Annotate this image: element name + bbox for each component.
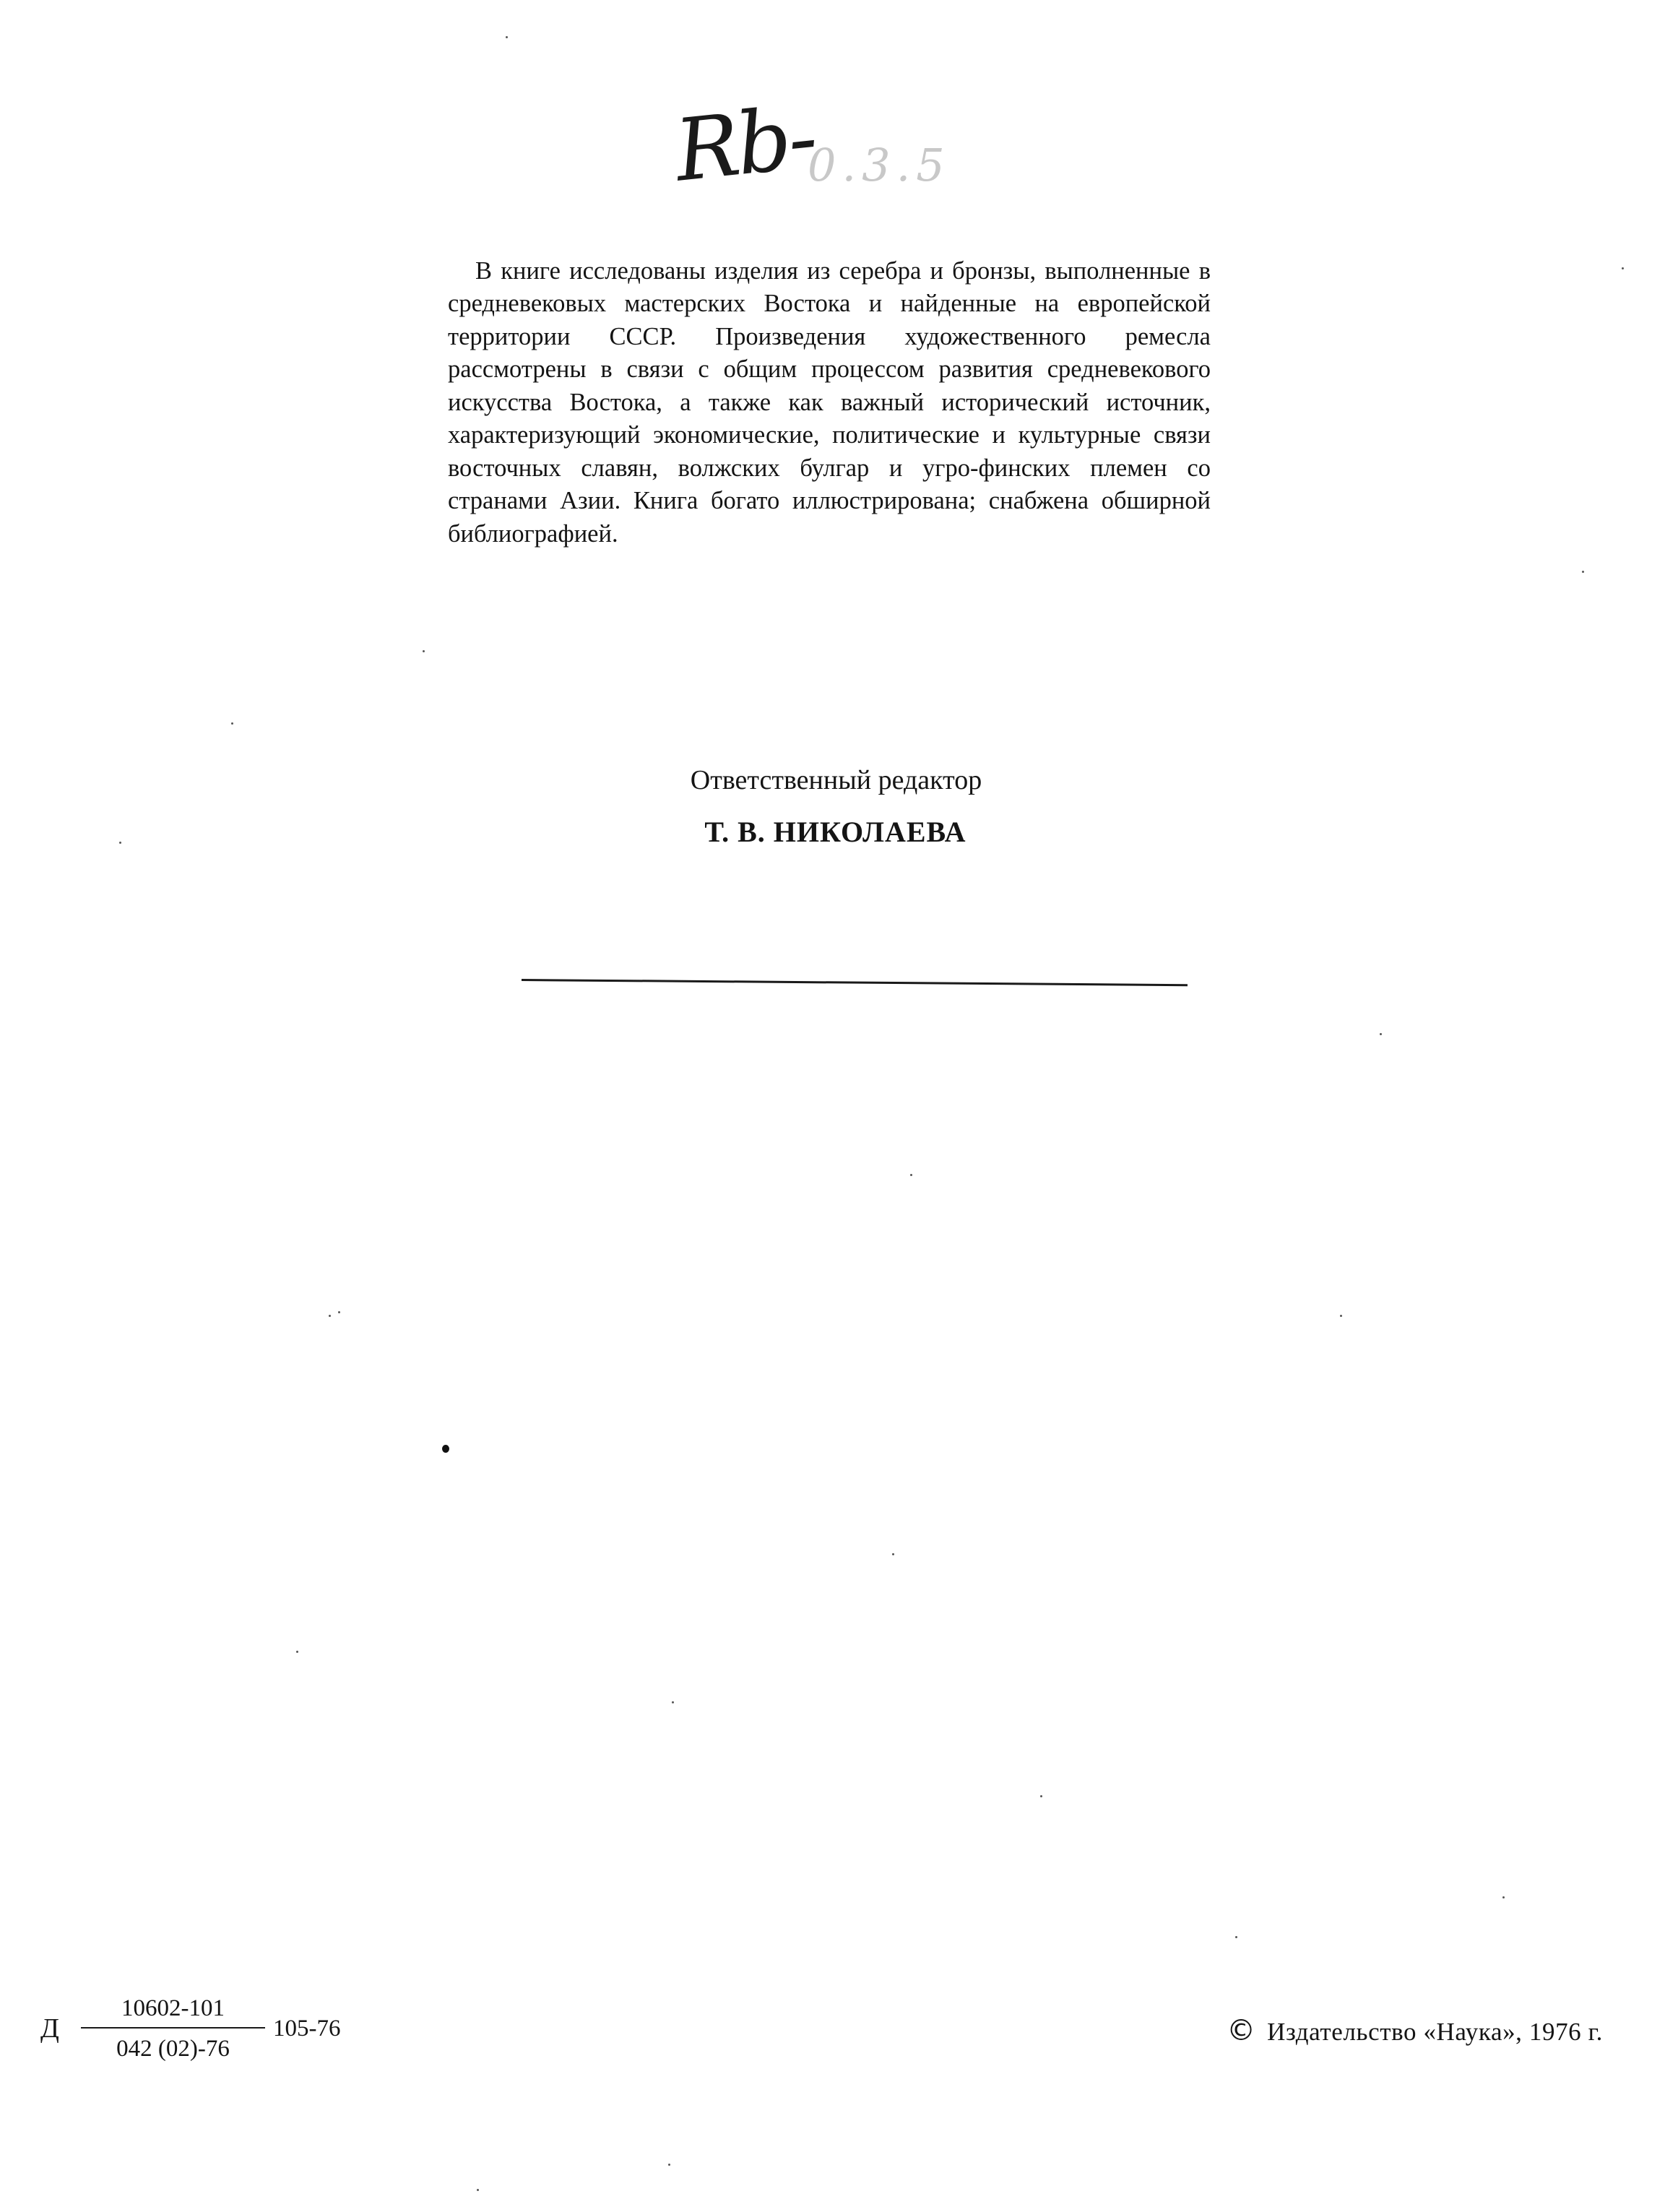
scan-speck [892,1553,894,1555]
code-denominator: 042 (02)-76 [116,2036,230,2062]
code-numerator: 10602-101 [81,1994,265,2029]
scan-speck [910,1174,912,1176]
scan-speck [1040,1795,1042,1797]
copyright-icon: © [1227,2014,1256,2047]
faded-handwritten-number: 0.3.5 [808,139,951,191]
scan-speck [668,2164,670,2166]
scan-speck [231,722,233,725]
editor-name-text: Т. В. НИКОЛАЕВА [704,816,966,848]
scan-speck [1582,571,1584,573]
scan-speck [1235,1936,1237,1938]
scan-speck [1380,1033,1382,1035]
scan-speck [1622,267,1624,269]
scan-speck [442,1445,449,1453]
scan-speck [296,1651,298,1653]
handwritten-shelf-mark: Rb- [670,87,819,201]
scan-speck [1340,1315,1342,1317]
editor-label-text: Ответственный редактор [690,765,982,795]
scan-speck [477,2189,479,2191]
scan-speck [672,1701,674,1703]
editor-label [0,764,1678,796]
copyright-notice [1227,2014,1603,2047]
copyright-text: Издательство «Наука», 1976 г. [1267,2018,1603,2046]
scan-speck [506,36,508,38]
code-suffix: 105-76 [273,2016,341,2042]
scan-speck [1502,1896,1505,1898]
scan-speck [338,1311,340,1313]
code-letter: Д [40,2013,59,2044]
book-abstract: В книге исследованы изделия из серебра и бронзы, выполненные в средневековых мастерских Востока и найденные на европейской территории СССР. Произведения художественного ремесла рассмотрены в связи с общим процессом развития средневекового искусства Востока, а также как важный исторический источник, характеризующий экономические, политические и культурные связи восточных славян, волжских булгар и угро-финских племен со странами Азии. Книга богато иллюстрирована; снабжена обширной библиографией. [448,256,1211,548]
editor-name [0,815,1678,849]
scan-speck [423,650,425,652]
scan-speck [119,842,121,844]
scan-speck [329,1315,331,1317]
horizontal-rule [522,979,1188,986]
classification-code [40,1994,344,2081]
code-fraction [81,1994,265,2063]
